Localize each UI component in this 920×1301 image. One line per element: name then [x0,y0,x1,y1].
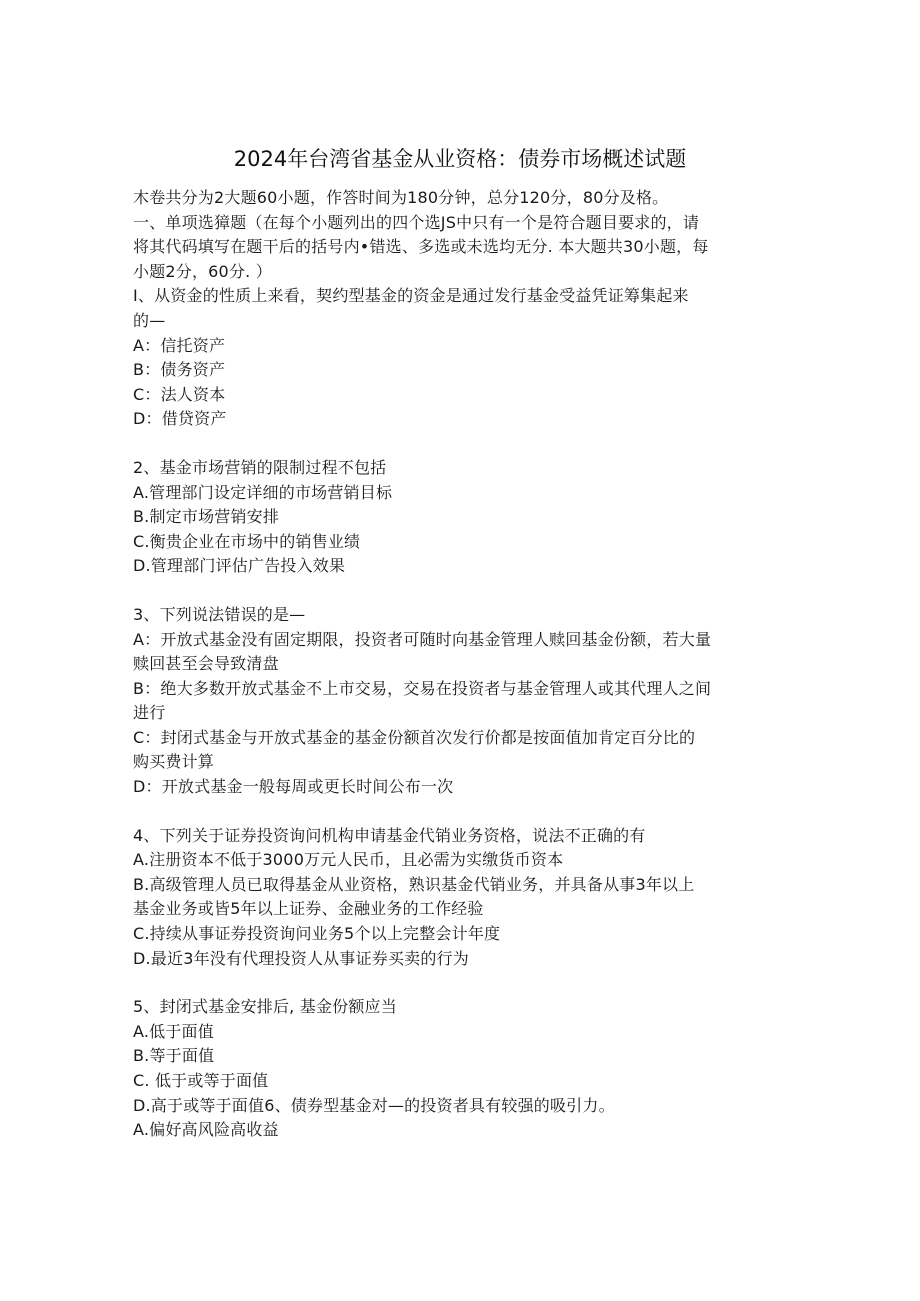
option-c: C.衡贵企业在市场中的销售业绩 [133,531,361,551]
option-c: C.持续从事证券投资询问业务5个以上完整会计年度 [133,924,501,944]
intro-line: 木卷共分为2大题60小题，作答时间为180分钟，总分120分，80分及格。 [133,188,669,207]
question-stem: 2、基金市场营销的限制过程不包括 [133,457,387,477]
option-a: A：信托资产 [133,335,226,355]
option-d: D.管理部门评估广告投入效果 [133,556,346,576]
option-a: A.管理部门设定详细的市场营销目标 [133,482,393,502]
option-b: B：绝大多数开放式基金不上市交易，交易在投资者与基金管理人或其代理人之间 [133,678,712,698]
document-body [133,186,793,1143]
option-d: D：开放式基金一般每周或更长时间公布一次 [133,777,454,797]
exam-intro [133,186,793,284]
option-b: B.等于面值 [133,1046,215,1066]
option-c-continued: 购买费计算 [133,752,215,772]
page-title: 2024年台湾省基金从业资格：债券市场概述试题 [233,147,687,171]
question-stem: 5、封闭式基金安排后, 基金份额应当 [133,997,397,1017]
question-5 [133,995,793,1143]
intro-line: 一、单项选獐题（在每个小题列出的四个选JS中只有一个是符合题目要求的，请 [133,212,700,232]
option-a: A.注册资本不低于3000万元人民币，且必需为实缴货币资本 [133,850,564,870]
option-a: A.低于面值 [133,1021,214,1041]
intro-line: 小题2分，60分. ） [133,261,272,281]
option-b-continued: 进行 [133,703,166,723]
option-d: D：借贷资产 [133,409,227,429]
question-stem: 3、下列说法错误的是— [133,604,306,624]
option-d-and-question-6: D.高于或等于面值6、债券型基金对—的投资者具有较强的吸引力。 [133,1095,615,1115]
intro-line: 将其代码填写在题干后的括号内•错选、多选或未选均无分. 本大题共30小题，每 [133,237,709,257]
option-a: A.偏好高风险高收益 [133,1120,279,1140]
option-c: C. 低于或等于面值 [133,1071,269,1090]
option-b-continued: 基金业务或皆5年以上证券、金融业务的工作经验 [133,899,484,919]
question-stem: 的— [133,310,166,330]
option-c: C：法人资本 [133,384,226,404]
option-b: B.高级管理人员已取得基金从业资格，熟识基金代销业务，并具备从事3年以上 [133,874,695,894]
question-1 [133,284,793,432]
option-b: B.制定市场营销安排 [133,507,280,527]
question-stem: I、从资金的性质上来看，契约型基金的资金是通过发行基金受益凭证筹集起来 [133,286,689,306]
option-b: B：债务资产 [133,360,226,380]
question-3 [133,603,793,800]
option-a-continued: 赎回甚至会导致清盘 [133,654,279,674]
option-c: C：封闭式基金与开放式基金的基金份额首次发行价都是按面值加肯定百分比的 [133,727,696,747]
option-d: D.最近3年没有代理投资人从事证券买卖的行为 [133,948,469,968]
question-stem: 4、下列关于证券投资询问机构申请基金代销业务资格，说法不正确的有 [133,825,646,845]
option-a: A：开放式基金没有固定期限，投资者可随时向基金管理人赎回基金份额，若大量 [133,629,712,649]
question-4 [133,824,793,972]
question-2 [133,456,793,579]
